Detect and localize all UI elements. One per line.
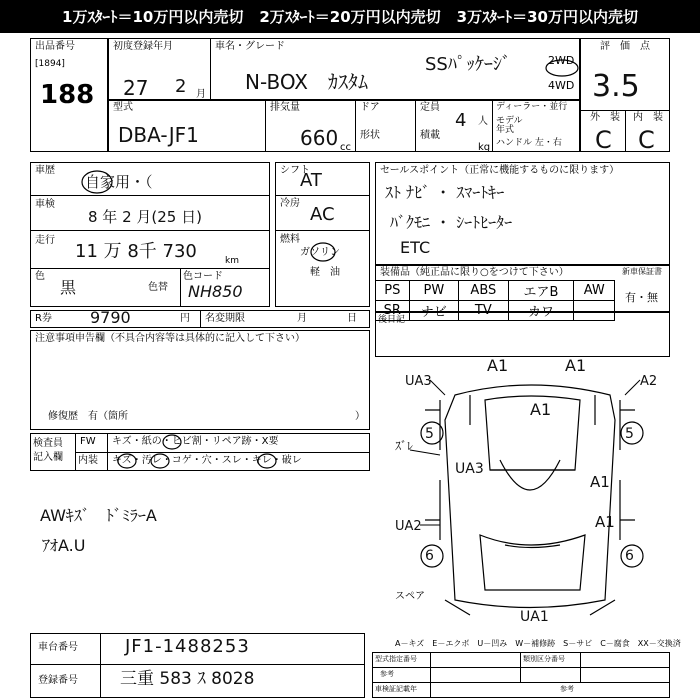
color-label: 色	[35, 271, 45, 282]
mark-tire-rl: 6	[425, 548, 434, 564]
equip-airbag: エアB	[508, 281, 574, 301]
mark-tire-fr: 5	[625, 426, 634, 442]
chassis-value: JF1-1488253	[125, 636, 250, 657]
recycle-yen: 円	[180, 313, 190, 324]
mark-ua2: UA2	[395, 519, 422, 534]
aircon-label: 冷房	[280, 198, 300, 209]
interior-score: C	[638, 126, 655, 154]
banner-text-3: 3万ｽﾀｰﾄ＝30万円以内売切	[456, 8, 638, 26]
history-label: 車歴	[35, 165, 55, 176]
capacity-label: 定員	[420, 102, 440, 113]
aircon-value: AC	[310, 204, 335, 225]
form-label-3: 参考	[380, 670, 394, 678]
form-label-1: 型式指定番号	[375, 655, 417, 663]
name-change-label: 名変期限	[205, 313, 245, 324]
sales-point-1: ｽﾄ ﾅﾋﾞ ・ ｽﾏｰﾄｷｰ	[385, 183, 505, 202]
spare-label: スペア	[395, 591, 425, 602]
shift-label: シフト	[280, 165, 310, 176]
mark-front-l: A1	[487, 356, 509, 375]
notes-label: 注意事項申告欄（不具合内容等は具体的に記入して下さい）	[35, 333, 305, 344]
car-diagram	[425, 385, 635, 615]
drive-4wd: 4WD	[548, 79, 575, 92]
shape-label: 形状	[360, 130, 380, 141]
damage-legend: A－キズ E－エクボ U－凹み W－補修跡 S－サビ C－腐食 XX－交換済	[395, 639, 681, 648]
plate-label: 登録番号	[38, 675, 78, 686]
equipment-label: 装備品（純正品に限り○をつけて下さい）	[380, 267, 569, 278]
drive-2wd: 2WD	[548, 54, 575, 67]
color-code-label: 色コード	[183, 271, 223, 282]
after-note-box	[375, 312, 670, 357]
lot-number: 188	[40, 80, 95, 110]
mark-hood: A1	[530, 400, 552, 419]
banner-text-1: 1万ｽﾀｰﾄ＝10万円以内売切	[62, 8, 244, 26]
recycle-value: 9790	[90, 308, 131, 327]
shaken-label: 車検	[35, 199, 55, 210]
sales-point-2: ﾊﾞｸﾓﾆ ・ ｼｰﾄﾋｰﾀｰ	[390, 213, 513, 232]
name-grade-label: 車名・グレード	[215, 41, 285, 52]
shift-value: AT	[300, 170, 322, 191]
reg-month: 2	[175, 76, 187, 97]
fw-label: FW	[80, 436, 96, 447]
mark-a2: A2	[640, 374, 658, 389]
load-label: 積載	[420, 130, 440, 141]
model-year-label: モデル 年式	[496, 116, 523, 135]
chassis-label: 車台番号	[38, 642, 78, 653]
kg-unit: kg	[478, 142, 491, 153]
mark-ua1: UA1	[520, 609, 549, 625]
inside-label: 内装	[78, 455, 98, 466]
person-unit: 人	[478, 116, 488, 127]
memo-line-1: AWｷｽﾞ ﾄﾞﾐﾗｰA	[40, 506, 157, 525]
mark-ua3-mid: UA3	[455, 461, 484, 477]
repair-label: 修復歴 有（箇所	[48, 411, 128, 422]
equip-sr: SR	[376, 301, 410, 321]
door-label: ドア	[360, 102, 380, 113]
model-value: DBA-JF1	[118, 123, 199, 147]
equip-pw: PW	[409, 281, 459, 301]
color-value: 黒	[60, 278, 77, 297]
equip-ps: PS	[376, 281, 410, 301]
model-label: 型式	[113, 102, 133, 113]
equip-abs: ABS	[459, 281, 508, 301]
diesel-label: 軽 油	[310, 267, 340, 278]
km-unit: km	[225, 256, 239, 266]
name-change-day: 日	[347, 313, 357, 324]
memo-line-2: ｱｵA.U	[42, 536, 86, 555]
color-code-value: NH850	[188, 282, 243, 301]
mark-ua3-top: UA3	[405, 374, 432, 389]
inside-items: キズ・汚レ・コゲ・穴・スレ・キレ・破レ	[112, 455, 302, 466]
first-reg-label: 初度登録年月	[113, 41, 173, 52]
sales-point-3: ETC	[400, 238, 431, 257]
history-value: 自家用・（	[85, 173, 153, 191]
exterior-label: 外 装	[590, 112, 620, 123]
handle-label: ハンドル 左・右	[496, 138, 562, 148]
evaluation-label: 評 価 点	[600, 41, 650, 52]
equip-aw: AW	[574, 281, 615, 301]
mark-a1-mid: A1	[590, 473, 610, 491]
after-note-label: 後日記	[378, 315, 406, 325]
equip-leather: カワ	[508, 301, 574, 321]
inspector-label: 検査員 記入欄	[33, 438, 63, 463]
sales-point-label: セールスポイント（正常に機能するものに限ります）	[380, 165, 620, 176]
capacity-value: 4	[455, 110, 467, 131]
equip-tv: TV	[459, 301, 508, 321]
car-name: N-BOX ｶｽﾀﾑ	[245, 70, 368, 94]
repaint-label: 色替	[148, 282, 168, 293]
fw-items: キズ・紙の・ヒビ割・リペア跡・X要	[112, 436, 279, 447]
displacement-value: 660	[300, 126, 339, 150]
repair-close: ）	[355, 411, 365, 422]
recycle-label: R券	[35, 313, 52, 324]
mark-front-r: A1	[565, 356, 587, 375]
mileage-value: 11 万 8千 730	[75, 241, 197, 262]
reg-year: 27	[123, 76, 149, 100]
lot-no-label: 出品番号	[35, 41, 75, 52]
exterior-score: C	[595, 126, 612, 154]
evaluation-score: 3.5	[592, 69, 640, 104]
form-label-5: 参考	[560, 685, 574, 693]
form-label-4: 車検証記載年	[375, 685, 417, 693]
car-grade: SSﾊﾟｯｹｰｼﾞ	[425, 54, 511, 75]
equip-navi: ナビ	[409, 301, 459, 321]
lot-code: [1894]	[35, 59, 65, 69]
interior-label: 内 装	[633, 112, 663, 123]
banner-text-2: 2万ｽﾀｰﾄ＝20万円以内売切	[259, 8, 441, 26]
cc-unit: cc	[340, 142, 351, 153]
gasoline-label: ガソリン	[300, 247, 340, 258]
mark-tire-fl: 5	[425, 426, 434, 442]
mark-tire-rr: 6	[625, 548, 634, 564]
shaken-value: 8 年 2 月(25 日)	[88, 208, 202, 226]
fuel-label: 燃料	[280, 234, 300, 245]
dealer-label: ディーラー・並行	[496, 102, 568, 112]
name-change-month: 月	[297, 313, 307, 324]
mark-a1-low: A1	[595, 513, 615, 531]
warranty-options: 有・無	[625, 291, 658, 304]
displacement-label: 排気量	[270, 102, 300, 113]
mark-zure: ｽﾞﾚ	[395, 439, 414, 453]
plate-value: 三重 583 ｽ 8028	[120, 669, 255, 689]
mileage-label: 走行	[35, 235, 55, 246]
reg-month-unit: 月	[196, 89, 206, 100]
warranty-label: 新車保証書	[622, 267, 662, 276]
form-label-2: 類別区分番号	[523, 655, 565, 663]
